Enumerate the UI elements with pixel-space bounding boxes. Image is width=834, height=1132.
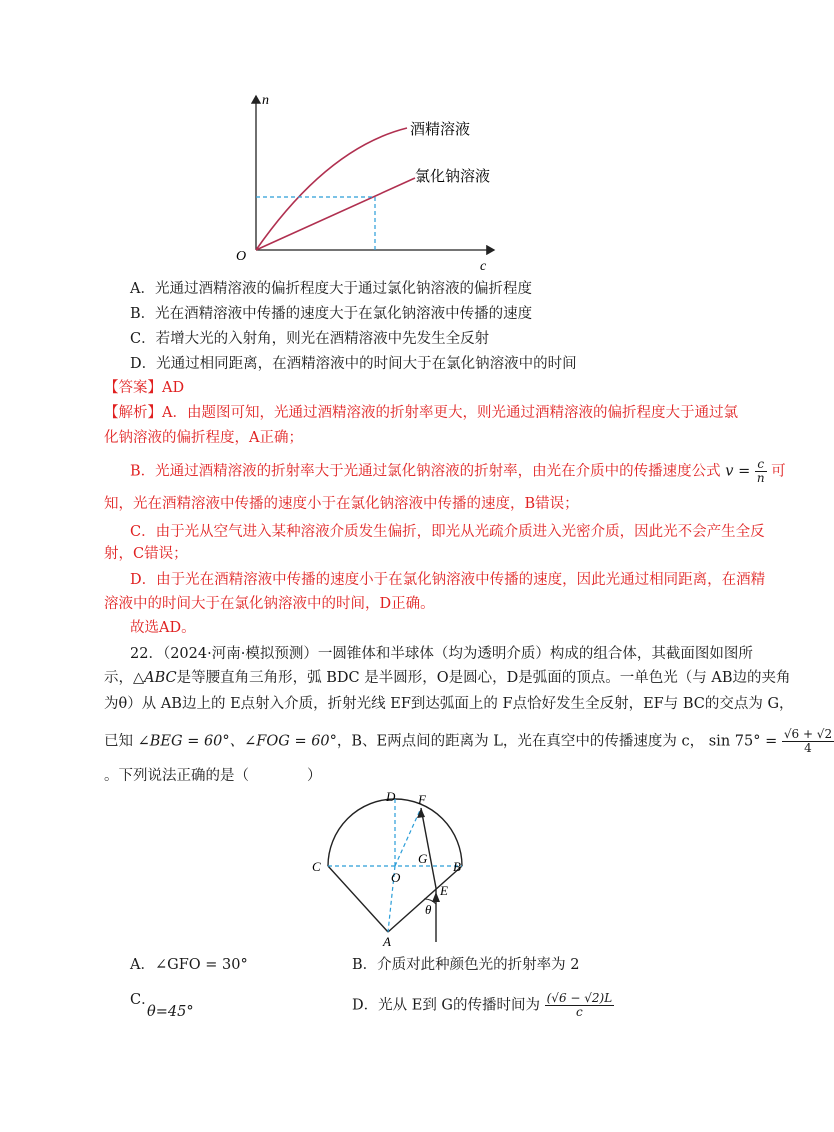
incident-ray-arrow	[432, 892, 440, 902]
analysis-b-tail: 可	[771, 463, 786, 480]
sin-den: 4	[804, 741, 812, 755]
q21-analysis-d1: D．由于光在酒精溶液中传播的速度小于在氯化钠溶液中传播的速度，因此光通过相同距离，在酒精	[130, 572, 766, 588]
sin-num: √6 + √2	[783, 727, 833, 741]
stem2-post: 是等腰直角三角形，弧 BDC 是半圆形，O是圆心，D是弧面的顶点。一单色光（与 AB边的夹角	[176, 670, 791, 686]
stem4-pre: 已知	[104, 733, 133, 750]
q21-option-d: D．光通过相同距离，在酒精溶液中的时间大于在氯化钠溶液中的时间	[130, 356, 577, 372]
optd-den: c	[576, 1005, 583, 1019]
label-origin: O	[236, 249, 247, 264]
label-alcohol: 酒精溶液	[410, 122, 471, 138]
q22-option-c-value: θ=45°	[147, 1004, 194, 1020]
q22-option-a: A．∠GFO = 30°	[130, 957, 248, 973]
label-O: O	[391, 870, 401, 885]
q22-stem-2	[104, 668, 791, 688]
label-B: B	[453, 859, 461, 874]
q22-stem-4	[104, 728, 834, 755]
analysis-a-text: A．由题图可知，光通过酒精溶液的折射率更大，则光通过酒精溶液的偏折程度大于通过氯	[162, 405, 738, 421]
label-F: F	[418, 792, 426, 807]
q21-answer: 【答案】AD	[104, 380, 185, 396]
formula-fraction	[755, 458, 767, 485]
label-E: E	[440, 883, 448, 898]
q21-analysis-d2: 溶液中的时间大于在氯化钠溶液中的时间，D正确。	[104, 596, 435, 612]
sin-fraction	[782, 728, 834, 755]
curve-nacl	[256, 178, 415, 250]
q21-analysis-a1	[104, 403, 738, 423]
side-ca	[328, 866, 388, 932]
q21-analysis-c1: C．由于光从空气进入某种溶液介质发生偏折，即光从光疏介质进入光密介质，因此光不会产生全反	[130, 524, 765, 540]
triangle-abc: △ABC	[133, 670, 177, 686]
label-G: G	[418, 851, 428, 866]
label-n: n	[262, 93, 269, 108]
q21-option-c: C．若增大光的入射角，则光在酒精溶液中先发生全反射	[130, 331, 490, 347]
q21-analysis-b2: 知，光在酒精溶液中传播的速度小于在氯化钠溶液中传播的速度，B错误；	[104, 496, 579, 512]
label-A: A	[383, 934, 391, 949]
optd-pre: D．光从 E到 G的传播时间为	[352, 997, 541, 1014]
q21-analysis-b1	[130, 458, 786, 485]
label-nacl: 氯化钠溶液	[415, 169, 491, 185]
q21-analysis-c2: 射，C错误；	[104, 546, 188, 562]
label-theta: θ	[425, 902, 432, 917]
q22-stem-5: 。下列说法正确的是（ ）	[104, 768, 322, 784]
refractive-index-graph	[232, 88, 512, 278]
q22-stem-1: 22．（2024·河南·模拟预测）一圆锥体和半球体（均为透明介质）构成的组合体，其截面图如图所	[130, 646, 753, 662]
q22-option-c: C．	[130, 992, 156, 1008]
curve-alcohol	[256, 128, 407, 250]
analysis-tag: 【解析】	[104, 405, 162, 421]
q21-conclusion: 故选AD。	[130, 620, 196, 636]
optd-fraction	[545, 992, 615, 1019]
stem4-sin: sin 75° =	[708, 733, 778, 750]
q22-stem-3: 为θ）从 AB边上的 E点射入介质，折射光线 EF到达弧面上的 F点恰好发生全反射，EF与 BC的交点为 G，	[104, 696, 794, 712]
q22-option-d	[352, 992, 614, 1019]
q21-option-a: A．光通过酒精溶液的偏折程度大于通过氯化钠溶液的偏折程度	[130, 281, 532, 297]
analysis-b-text: B．光通过酒精溶液的折射率大于光通过氯化钠溶液的折射率，由光在介质中的传播速度公式	[130, 463, 721, 480]
stem4-angles: ∠BEG = 60°、∠FOG = 60°	[137, 733, 337, 750]
q22-option-b: B．介质对此种颜色光的折射率为 2	[352, 957, 580, 973]
label-c: c	[480, 259, 487, 274]
label-C: C	[312, 859, 321, 874]
stem2-pre: 示，	[104, 670, 133, 686]
label-D: D	[386, 789, 396, 804]
stem4-mid: ，B、E两点间的距离为 L，光在真空中的传播速度为 c，	[336, 733, 705, 750]
formula-den: n	[756, 471, 765, 485]
cone-hemisphere-figure	[308, 789, 478, 950]
q21-analysis-a2: 化钠溶液的偏折程度，A正确；	[104, 430, 303, 446]
formula-v: v =	[725, 463, 751, 480]
q21-option-b: B．光在酒精溶液中传播的速度大于在氯化钠溶液中传播的速度	[130, 306, 533, 322]
optd-num: (√6 − √2)L	[546, 991, 613, 1005]
ray-ef	[421, 808, 436, 888]
formula-num: c	[755, 458, 767, 472]
